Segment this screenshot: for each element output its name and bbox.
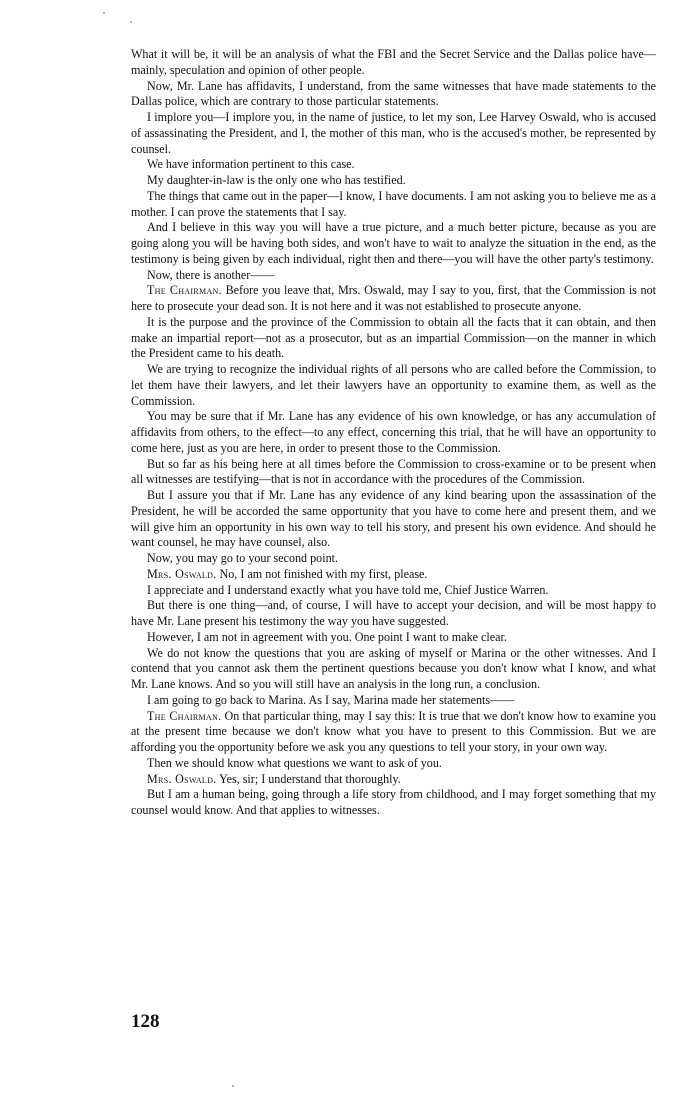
paragraph (131, 646, 656, 693)
paragraph-text: Now, Mr. Lane has affidavits, I understand, from the same witnesses that have made statements to the Dallas police, which are contrary to those particular statements. (131, 78, 656, 109)
paragraph (131, 488, 656, 551)
paragraph-text: The things that came out in the paper—I know, I have documents. I am not asking you to believe me as a mother. I can prove the statements that I say. (131, 188, 656, 219)
paragraph-text: Now, there is another—— (147, 267, 275, 282)
paragraph (131, 787, 656, 819)
paragraph-text: We do not know the questions that you are asking of myself or Marina or the other witnesses. And I contend that you cannot ask them the pertinent questions because you don't know what I know, and what Mr. Lane knows. And so you will still have an analysis in the long run, a conclusion. (131, 645, 656, 691)
paragraph (131, 362, 656, 409)
paragraph (131, 693, 656, 709)
speaker-name: Mrs. Oswald. (147, 771, 217, 786)
paragraph-text: I implore you—I implore you, in the name of justice, to let my son, Lee Harvey Oswald, who is accused of assassinating the President, and I, the mother of this man, who is the accused's mother, be represented by counsel. (131, 110, 656, 156)
paragraph-text: What it will be, it will be an analysis of what the FBI and the Secret Service and the Dallas police have—mainly, speculation and opinion of other people. (131, 47, 656, 77)
paragraph-text: Yes, sir; I understand that thoroughly. (219, 771, 401, 786)
paragraph-text: But I assure you that if Mr. Lane has any evidence of any kind bearing upon the assassination of the President, he will be accorded the same opportunity that you have to come here and present them, and we will give him an opportunity in his own way to tell his story, and present his own evidence. And should he want counsel, he may have counsel, also. (131, 488, 656, 550)
paragraph-text: You may be sure that if Mr. Lane has any evidence of his own knowledge, or has any accumulation of affidavits from others, to the effect—to any effect, concerning this trial, that he will have an opportunity to come here, just as you are here, in order to present those to the Commission. (131, 409, 656, 455)
paragraph (131, 409, 656, 456)
paragraph (131, 173, 656, 189)
paragraph (131, 583, 656, 599)
paragraph (131, 189, 656, 221)
paragraph (131, 315, 656, 362)
paragraph (131, 457, 656, 489)
speaker-paragraph (131, 772, 656, 788)
paragraph-text: But so far as his being here at all times before the Commission to cross-examine or to be present when all witnesses are testifying—that is not in accordance with the procedures of the Commission. (131, 456, 656, 487)
scan-speck (232, 1085, 234, 1087)
paragraph (131, 79, 656, 111)
paragraph (131, 630, 656, 646)
paragraph-text: My daughter-in-law is the only one who has testified. (147, 173, 406, 187)
paragraph-text: Then we should know what questions we want to ask of you. (147, 755, 442, 770)
speaker-paragraph (131, 567, 656, 583)
paragraph-text: No, I am not finished with my first, please. (219, 566, 428, 581)
paragraph-text: I am going to go back to Marina. As I say, Marina made her statements—— (147, 692, 515, 707)
paragraph-text: And I believe in this way you will have a true picture, and a much better picture, because as you are going along you will be having both sides, and won't have to wait to analyze the situation in the end, as the testimony is being given by each individual, right then and there—you will have the other party's testimony. (131, 220, 656, 266)
paragraph-text: Now, you may go to your second point. (147, 551, 339, 565)
paragraph-text: On that particular thing, may I say this: It is true that we don't know how to examine you at the present time because we don't know what you have to present to this Commission. But we are affording you the opportunity before we ask you any questions to tell your story, in your own way. (131, 708, 656, 754)
scan-speck (103, 12, 105, 14)
document-body (131, 47, 656, 819)
paragraph-text: I appreciate and I understand exactly what you have told me, Chief Justice Warren. (147, 582, 549, 597)
scan-speck (130, 21, 132, 23)
paragraph (131, 756, 656, 772)
speaker-name: Mrs. Oswald. (147, 566, 217, 581)
paragraph (131, 157, 656, 173)
paragraph (131, 110, 656, 157)
speaker-name: The Chairman. (147, 708, 222, 723)
speaker-paragraph (131, 709, 656, 756)
paragraph-text: However, I am not in agreement with you. One point I want to make clear. (147, 629, 507, 644)
speaker-name: The Chairman. (147, 283, 222, 298)
page-number: 128 (131, 1011, 160, 1032)
paragraph-text: But there is one thing—and, of course, I will have to accept your decision, and will be most happy to have Mr. Lane present his testimony the way you have suggested. (131, 598, 656, 628)
paragraph (131, 551, 656, 567)
paragraph (131, 598, 656, 630)
paragraph-text: But I am a human being, going through a life story from childhood, and I may forget something that my counsel would know. And that applies to witnesses. (131, 787, 656, 817)
paragraph (131, 220, 656, 267)
paragraph-text: We are trying to recognize the individual rights of all persons who are called before the Commission, to let them have their lawyers, and let their lawyers have an opportunity to examine them, as well as the Commission. (131, 362, 656, 408)
paragraph-text: It is the purpose and the province of the Commission to obtain all the facts that it can obtain, and then make an impartial report—not as a prosecutor, but as an impartial Commission—on the manner in which the President came to his death. (131, 314, 656, 361)
paragraph (131, 268, 656, 284)
paragraph-text: Before you leave that, Mrs. Oswald, may I say to you, first, that the Commission is not here to prosecute your dead son. It is not here and it was not established to prosecute anyone. (131, 283, 657, 313)
paragraph-text: We have information pertinent to this case. (147, 157, 355, 172)
paragraph (131, 47, 656, 79)
speaker-paragraph (131, 283, 656, 315)
